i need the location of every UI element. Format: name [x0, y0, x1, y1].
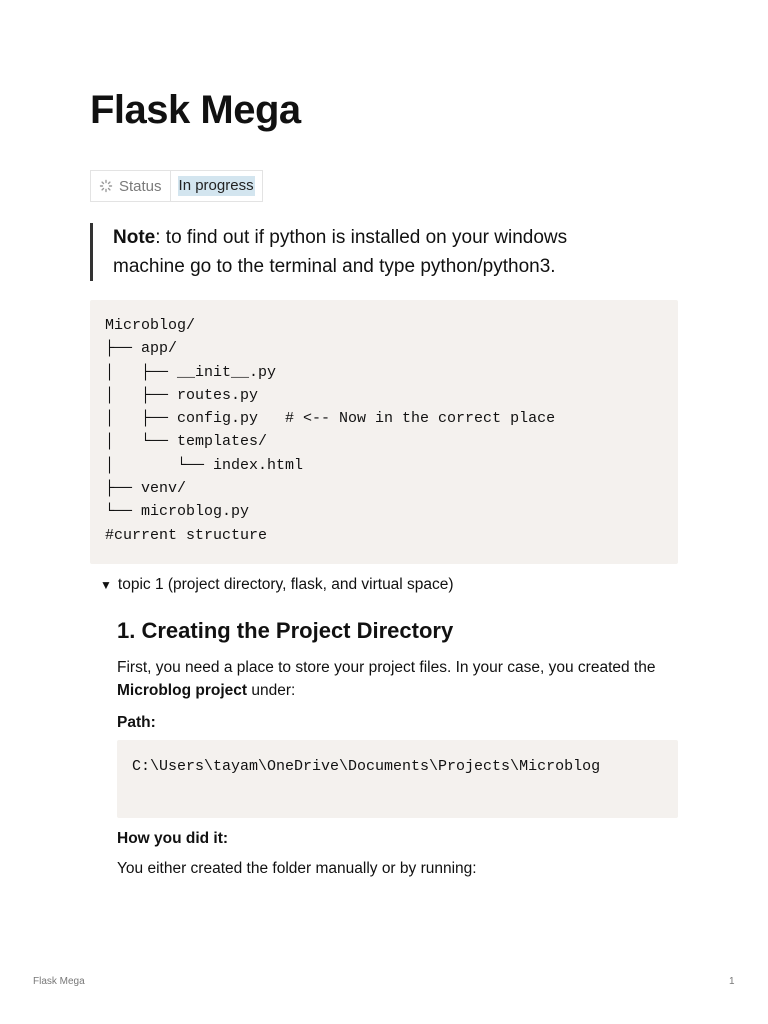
toggle-label: topic 1 (project directory, flask, and virtual space): [117, 576, 454, 593]
footer-page-number: 1: [729, 976, 735, 987]
status-badge: In progress: [178, 177, 254, 194]
intro-text: First, you need a place to store your project files. In your case, you created the: [117, 659, 656, 676]
toggle-triangle-icon[interactable]: ▼: [100, 578, 112, 592]
code-line: ├── app/: [105, 340, 178, 358]
code-line: └── microblog.py: [105, 503, 250, 521]
note-quote: [90, 223, 610, 281]
code-line: Microblog/: [105, 317, 196, 334]
page-title: Flask Mega: [90, 88, 301, 132]
path-label: Path:: [117, 714, 156, 731]
status-property[interactable]: [90, 170, 263, 202]
toggle-topic-1[interactable]: [100, 576, 454, 594]
code-line: #current structure: [105, 526, 268, 544]
path-code: C:\Users\tayam\OneDrive\Documents\Projects\Microblog: [132, 758, 601, 775]
intro-tail: under:: [247, 682, 296, 699]
directory-tree-code-block: [90, 300, 678, 564]
code-line: │ └── index.html: [105, 456, 304, 474]
path-code-block: [117, 740, 678, 818]
code-line: │ ├── __init__.py: [105, 363, 277, 381]
intro-bold: Microblog project: [117, 682, 248, 699]
status-label: Status: [119, 177, 162, 195]
how-label: How you did it:: [117, 830, 229, 847]
code-line: │ └── templates/: [105, 433, 268, 451]
status-property-name: [91, 171, 171, 201]
note-text: : to find out if python is installed on your windows machine go to the terminal and type python/python3.: [113, 227, 568, 277]
footer-doc-name: Flask Mega: [33, 976, 85, 987]
code-line: ├── venv/: [105, 480, 187, 498]
code-line: │ ├── routes.py: [105, 386, 259, 404]
intro-paragraph: [117, 656, 687, 702]
section-heading: 1. Creating the Project Directory: [117, 618, 454, 643]
status-value[interactable]: [171, 171, 262, 201]
code-line: │ ├── config.py # <-- Now in the correct place: [105, 410, 556, 428]
loading-spinner-icon: [99, 179, 113, 193]
how-text: You either created the folder manually or by running:: [117, 860, 477, 877]
note-bold-label: Note: [113, 227, 156, 248]
